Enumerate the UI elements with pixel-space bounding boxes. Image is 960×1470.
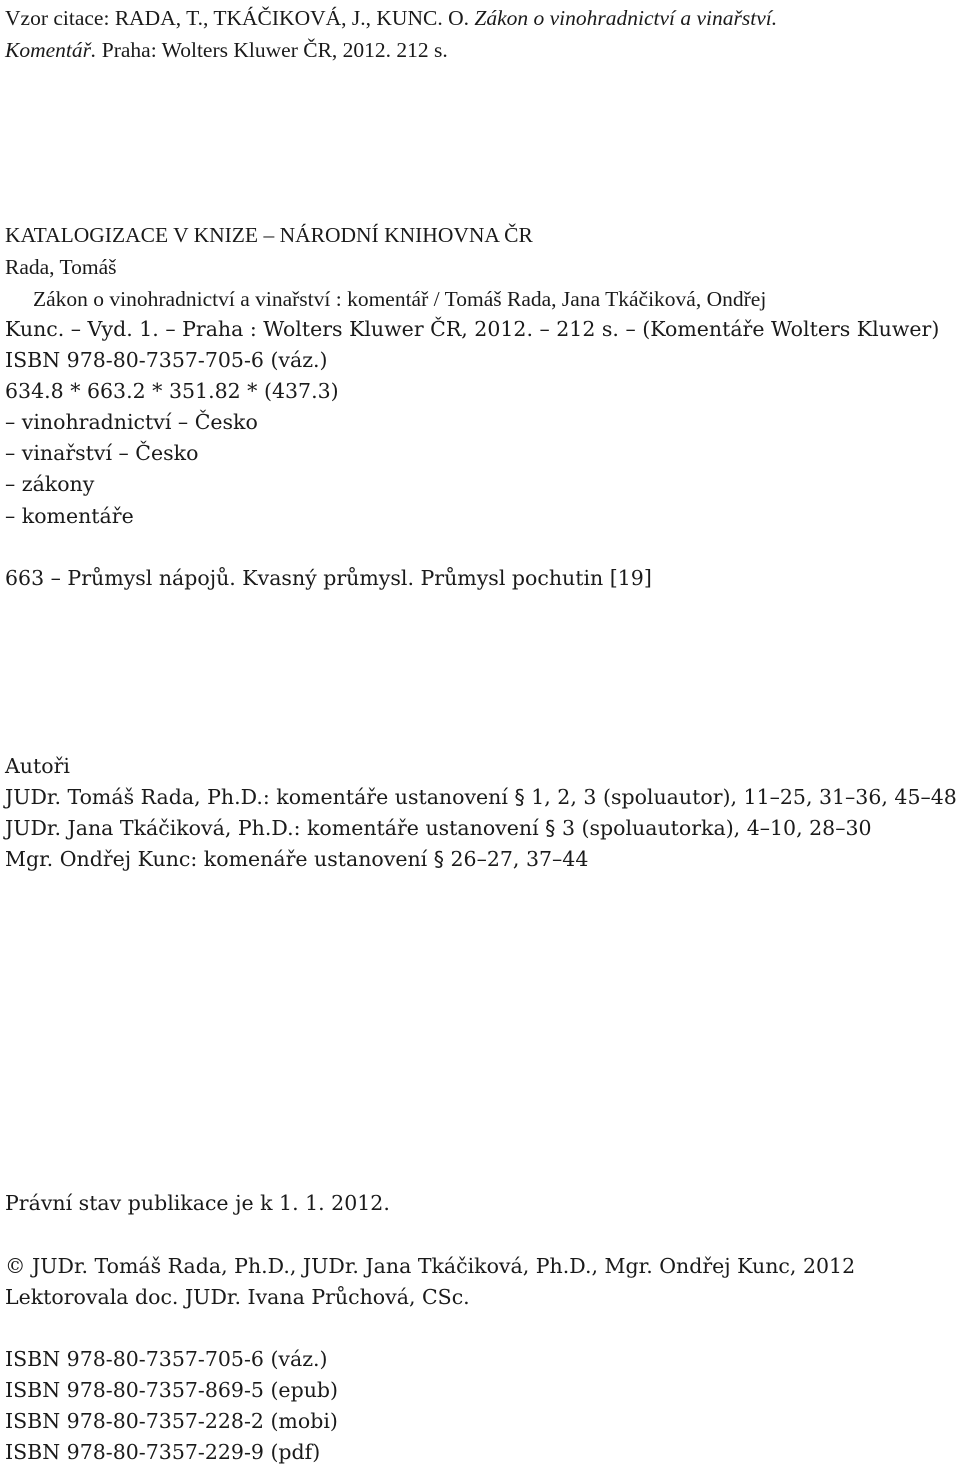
section-sign-icon: § [545,816,556,840]
citation-suffix: Praha: Wolters Kluwer ČR, 2012. 212 s. [96,38,448,62]
catalog-subject: – vinařství – Česko [5,441,199,465]
section-sign-icon: § [433,847,444,871]
isbn-item: ISBN 978-80-7357-228-2 (mobi) [5,1409,338,1433]
author-refs: 26–27, 37–44 [443,847,589,871]
catalog-isbn: ISBN 978-80-7357-705-6 (váz.) [5,348,328,372]
copyright-icon: © [5,1254,26,1278]
citation-title-start: Zákon o vinohradnictví a vinařství. [474,6,778,30]
citation-line-2 [5,36,448,64]
author-entry [5,814,872,842]
citation-line-1 [5,4,777,32]
isbn-item: ISBN 978-80-7357-229-9 (pdf) [5,1440,321,1464]
catalog-subject: – vinohradnictví – Česko [5,410,258,434]
author-name: JUDr. Tomáš Rada, Ph.D.: komentáře ustanovení [5,785,515,809]
authors-heading: Autoři [5,754,70,778]
catalog-header: KATALOGIZACE V KNIZE – NÁRODNÍ KNIHOVNA ČR [5,223,533,247]
catalog-codes: 634.8 * 663.2 * 351.82 * (437.3) [5,379,339,403]
section-sign-icon: § [514,785,525,809]
catalog-subject: – komentáře [5,504,134,528]
citation-prefix: Vzor citace: RADA, T., TKÁČIKOVÁ, J., KUNC. O. [5,6,475,30]
author-refs: 1, 2, 3 (spoluautor), 11–25, 31–36, 45–48 [524,785,957,809]
copyright-line [5,1252,855,1280]
catalog-description-line-1: Zákon o vinohradnictví a vinařství : komentář / Tomáš Rada, Jana Tkáčiková, Ondřej [33,287,767,311]
reviewer: Lektorovala doc. JUDr. Ivana Průchová, CSc. [5,1285,470,1309]
isbn-item: ISBN 978-80-7357-705-6 (váz.) [5,1347,328,1371]
author-entry [5,845,588,873]
isbn-item: ISBN 978-80-7357-869-5 (epub) [5,1378,339,1402]
catalog-classification: 663 – Průmysl nápojů. Kvasný průmysl. Průmysl pochutin [19] [5,566,652,590]
author-name: Mgr. Ondřej Kunc: komenáře ustanovení [5,847,434,871]
citation-title-end: Komentář. [5,38,97,62]
author-refs: 3 (spoluautorka), 4–10, 28–30 [555,816,872,840]
author-entry [5,783,957,811]
copyright-holders: JUDr. Tomáš Rada, Ph.D., JUDr. Jana Tkáčiková, Ph.D., Mgr. Ondřej Kunc, 2012 [25,1254,856,1278]
catalog-author: Rada, Tomáš [5,255,117,279]
catalog-subject: – zákony [5,472,95,496]
legal-state: Právní stav publikace je k 1. 1. 2012. [5,1191,390,1215]
catalog-description-line-2: Kunc. – Vyd. 1. – Praha : Wolters Kluwer ČR, 2012. – 212 s. – (Komentáře Wolters Kluwer) [5,317,940,341]
author-name: JUDr. Jana Tkáčiková, Ph.D.: komentáře ustanovení [5,816,546,840]
